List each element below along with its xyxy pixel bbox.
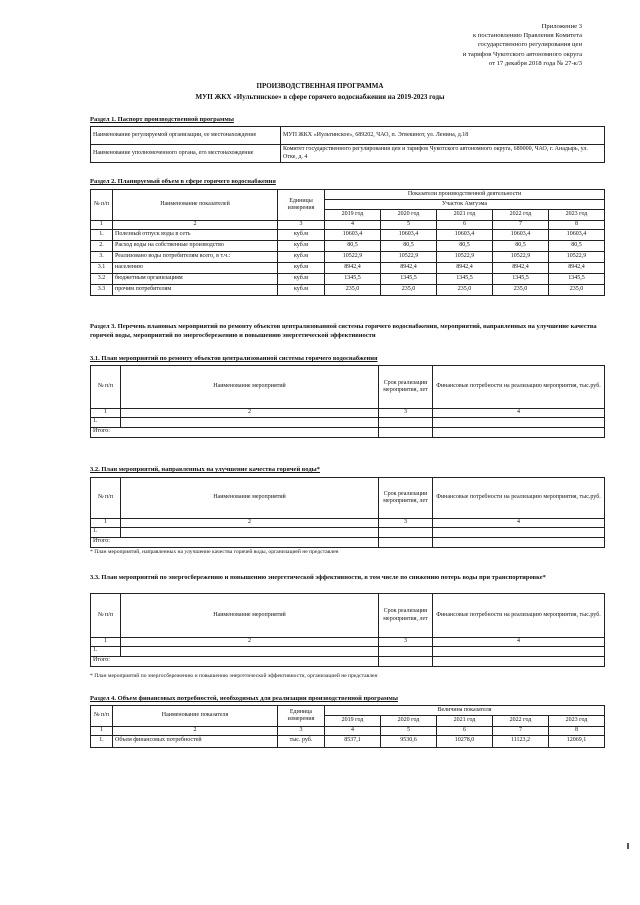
col-unit: Единица измерения: [278, 706, 325, 727]
index-cell: 7: [493, 727, 549, 736]
row-value: 10603,4: [493, 229, 549, 240]
index-cell: 4: [433, 409, 605, 418]
annex-line: государственного регулирования цен: [478, 41, 582, 49]
total-row: [91, 537, 605, 547]
table-row: [91, 417, 605, 427]
row-value: 80,5: [437, 240, 493, 251]
col-unit: Единицы измерения: [278, 190, 325, 221]
table-row: [91, 251, 605, 262]
scan-mark: [627, 843, 629, 849]
passport-value: МУП ЖКХ «Иультинское», 689202, ЧАО, п. Эгвекинот, ул. Ленина, д.18: [281, 127, 605, 145]
index-cell: 6: [437, 221, 493, 230]
total-row: [91, 427, 605, 437]
table-row: [91, 262, 605, 273]
passport-label: Наименование уполномоченного органа, его местонахождение: [91, 145, 281, 163]
col-year: 2022 год: [493, 210, 549, 221]
row-num: 1.: [91, 229, 113, 240]
index-cell: 4: [325, 221, 381, 230]
row-value: 80,5: [493, 240, 549, 251]
index-cell: 3: [379, 638, 433, 647]
row-value: 235,0: [381, 284, 437, 295]
index-cell: 4: [433, 638, 605, 647]
index-cell: 3: [379, 409, 433, 418]
row-value: 10603,4: [325, 229, 381, 240]
row-unit: куб.м: [278, 251, 325, 262]
col-year: 2023 год: [549, 210, 605, 221]
row-value: 8942,4: [381, 262, 437, 273]
index-cell: 1: [91, 638, 121, 647]
row-num: 3.2: [91, 273, 113, 284]
row-num: 3.3: [91, 284, 113, 295]
row-unit: куб.м: [278, 273, 325, 284]
row-value: 10522,9: [549, 251, 605, 262]
section4-heading: Раздел 4. Объем финансовых потребностей, необходимых для реализации производственной программы: [90, 695, 398, 702]
index-cell: 2: [121, 519, 379, 528]
row-num: 3.: [91, 251, 113, 262]
index-cell: 1: [91, 221, 113, 230]
col-group: Показатели производственной деятельности: [325, 190, 605, 200]
row-name: Объем финансовых потребностей: [113, 735, 278, 747]
index-cell: 1: [91, 727, 113, 736]
total-label: Итого:: [91, 427, 379, 437]
row-value: 11123,2: [493, 735, 549, 747]
col-name: Наименование мероприятий: [121, 594, 379, 638]
row-name: Полезный отпуск воды в сеть: [113, 229, 278, 240]
col-year: 2020 год: [381, 716, 437, 727]
col-group: Величина показателя: [325, 706, 605, 716]
section2-table: [90, 189, 605, 296]
row-value: 8942,4: [549, 262, 605, 273]
row-unit: куб.м: [278, 229, 325, 240]
row-value: 235,0: [493, 284, 549, 295]
row-name: населению: [113, 262, 278, 273]
col-term: Срок реализации мероприятия, лет: [379, 366, 433, 409]
row-num: 1.: [91, 646, 121, 656]
col-num: № п/п: [91, 594, 121, 638]
index-cell: 4: [325, 727, 381, 736]
index-row: [91, 409, 605, 418]
row-value: 8942,4: [437, 262, 493, 273]
table-row: [91, 240, 605, 251]
col-year: 2023 год: [549, 716, 605, 727]
footnote-3-2: * План мероприятий, направленных на улучшение качества горячей воды, организацией не представлен: [90, 549, 339, 555]
passport-value: Комитет государственного регулирования цен и тарифов Чукотского автономного округа, 689000, ЧАО, г. Анадырь, ул. Отке, д. 4: [281, 145, 605, 163]
section1-heading: Раздел 1. Паспорт производственной программы: [90, 116, 234, 123]
index-cell: 8: [549, 221, 605, 230]
plan-3-2-table: [90, 477, 605, 548]
row-value: 10278,0: [437, 735, 493, 747]
col-num: № п/п: [91, 706, 113, 727]
col-name: Наименование мероприятий: [121, 366, 379, 409]
row-value: 10522,9: [325, 251, 381, 262]
col-name: Наименование показателя: [113, 706, 278, 727]
section2-heading: Раздел 2. Планируемый объем в сфере горячего водоснабжения: [90, 178, 276, 185]
row-value: 10522,9: [437, 251, 493, 262]
index-row: [91, 221, 605, 230]
table-row: [91, 284, 605, 295]
index-cell: 2: [121, 638, 379, 647]
col-fin: Финансовые потребности на реализацию мероприятия, тыс.руб.: [433, 594, 605, 638]
annex-line: и тарифов Чукотского автономного округа: [462, 50, 582, 58]
row-num: 3.1: [91, 262, 113, 273]
table-row: [91, 527, 605, 537]
col-year: 2021 год: [437, 210, 493, 221]
index-cell: 4: [433, 519, 605, 528]
row-unit: куб.м: [278, 284, 325, 295]
row-value: 1345,5: [549, 273, 605, 284]
index-cell: 3: [278, 727, 325, 736]
col-num: № п/п: [91, 478, 121, 519]
row-value: 10522,9: [493, 251, 549, 262]
index-row: [91, 519, 605, 528]
page-subtitle: МУП ЖКХ «Иультинское» в сфере горячего водоснабжения на 2019-2023 годы: [195, 93, 445, 101]
row-value: 10603,4: [549, 229, 605, 240]
row-value: 80,5: [381, 240, 437, 251]
index-cell: 6: [437, 727, 493, 736]
annex-header: [463, 22, 582, 68]
page-title: ПРОИЗВОДСТВЕННАЯ ПРОГРАММА: [256, 82, 384, 90]
row-name: прочим потребителям: [113, 284, 278, 295]
row-unit: куб.м: [278, 262, 325, 273]
table-row: [91, 145, 605, 163]
index-row: [91, 727, 605, 736]
row-value: 1345,5: [437, 273, 493, 284]
col-term: Срок реализации мероприятия, лет: [379, 478, 433, 519]
row-num: 1.: [91, 735, 113, 747]
row-name: Расход воды на собственные производство: [113, 240, 278, 251]
table-row: [91, 735, 605, 747]
row-name: бюджетным организациям: [113, 273, 278, 284]
index-cell: 1: [91, 409, 121, 418]
table-row: [91, 646, 605, 656]
row-value: 8942,4: [493, 262, 549, 273]
index-cell: 5: [381, 221, 437, 230]
row-name: Реализовано воды потребителям всего, в т.ч.:: [113, 251, 278, 262]
passport-label: Наименование регулируемой организации, ее местонахождение: [91, 127, 281, 145]
col-year: 2020 год: [381, 210, 437, 221]
table-row: [91, 273, 605, 284]
index-cell: 2: [121, 409, 379, 418]
annex-line: к постановлению Правления Комитета: [473, 32, 582, 40]
col-num: № п/п: [91, 190, 113, 221]
row-value: 1345,5: [325, 273, 381, 284]
row-value: 235,0: [437, 284, 493, 295]
col-year: 2021 год: [437, 716, 493, 727]
index-cell: 7: [493, 221, 549, 230]
index-cell: 5: [381, 727, 437, 736]
col-year: 2019 год: [325, 210, 381, 221]
total-label: Итого:: [91, 537, 379, 547]
row-value: 1345,5: [493, 273, 549, 284]
section3-heading: Раздел 3. Перечень плановых мероприятий по ремонту объектов централизованной системы горячего водоснабжения, мероприятий, направленных на улучшение качества горячей воды, мероприятий по энергосбережению и повышению энергетической эффективности: [90, 323, 597, 339]
row-value: 10603,4: [437, 229, 493, 240]
col-name: Наименование показателей: [113, 190, 278, 221]
row-value: 9530,6: [381, 735, 437, 747]
footnote-3-3: * План мероприятий по энергосбережению и повышению энергетической эффективности, организацией не представлен: [90, 673, 378, 679]
row-value: 80,5: [325, 240, 381, 251]
col-num: № п/п: [91, 366, 121, 409]
col-year: 2022 год: [493, 716, 549, 727]
index-row: [91, 638, 605, 647]
annex-line: Приложение 3: [541, 23, 582, 30]
row-num: 2.: [91, 240, 113, 251]
index-cell: 2: [113, 727, 278, 736]
row-value: 8537,1: [325, 735, 381, 747]
row-value: 80,5: [549, 240, 605, 251]
col-site: Участок Амгуэма: [325, 200, 605, 210]
row-value: 1345,5: [381, 273, 437, 284]
row-num: 1.: [91, 417, 121, 427]
index-cell: 8: [549, 727, 605, 736]
subsection-3-2-heading: 3.2. План мероприятий, направленных на улучшение качества горячей воды*: [90, 466, 320, 473]
col-year: 2019 год: [325, 716, 381, 727]
col-fin: Финансовые потребности на реализацию мероприятия, тыс.руб.: [433, 366, 605, 409]
row-value: 235,0: [325, 284, 381, 295]
total-label: Итого:: [91, 656, 379, 666]
col-term: Срок реализации мероприятия, лет: [379, 594, 433, 638]
plan-3-1-table: [90, 365, 605, 438]
subsection-3-1-heading: 3.1. План мероприятий по ремонту объектов централизованной системы горячего водоснабжения: [90, 355, 378, 362]
section1-table: [90, 126, 605, 163]
row-num: 1.: [91, 527, 121, 537]
index-cell: 2: [113, 221, 278, 230]
row-value: 10522,9: [381, 251, 437, 262]
row-value: 10603,4: [381, 229, 437, 240]
row-unit: тыс. руб.: [278, 735, 325, 747]
table-row: [91, 229, 605, 240]
index-cell: 3: [278, 221, 325, 230]
col-fin: Финансовые потребности на реализацию мероприятия, тыс.руб.: [433, 478, 605, 519]
row-value: 12069,1: [549, 735, 605, 747]
row-value: 8942,4: [325, 262, 381, 273]
annex-line: от 17 декабря 2018 года № 27-к/3: [488, 59, 582, 67]
index-cell: 3: [379, 519, 433, 528]
row-unit: куб.м: [278, 240, 325, 251]
plan-3-3-table: [90, 593, 605, 667]
index-cell: 1: [91, 519, 121, 528]
subsection-3-3-heading: 3.3. План мероприятий по энергосбережению и повышению энергетической эффективности, в том числе по снижению потерь воды при транспортировке*: [90, 574, 546, 581]
col-name: Наименование мероприятий: [121, 478, 379, 519]
table-row: [91, 127, 605, 145]
section4-table: [90, 705, 605, 748]
total-row: [91, 656, 605, 666]
row-value: 235,0: [549, 284, 605, 295]
